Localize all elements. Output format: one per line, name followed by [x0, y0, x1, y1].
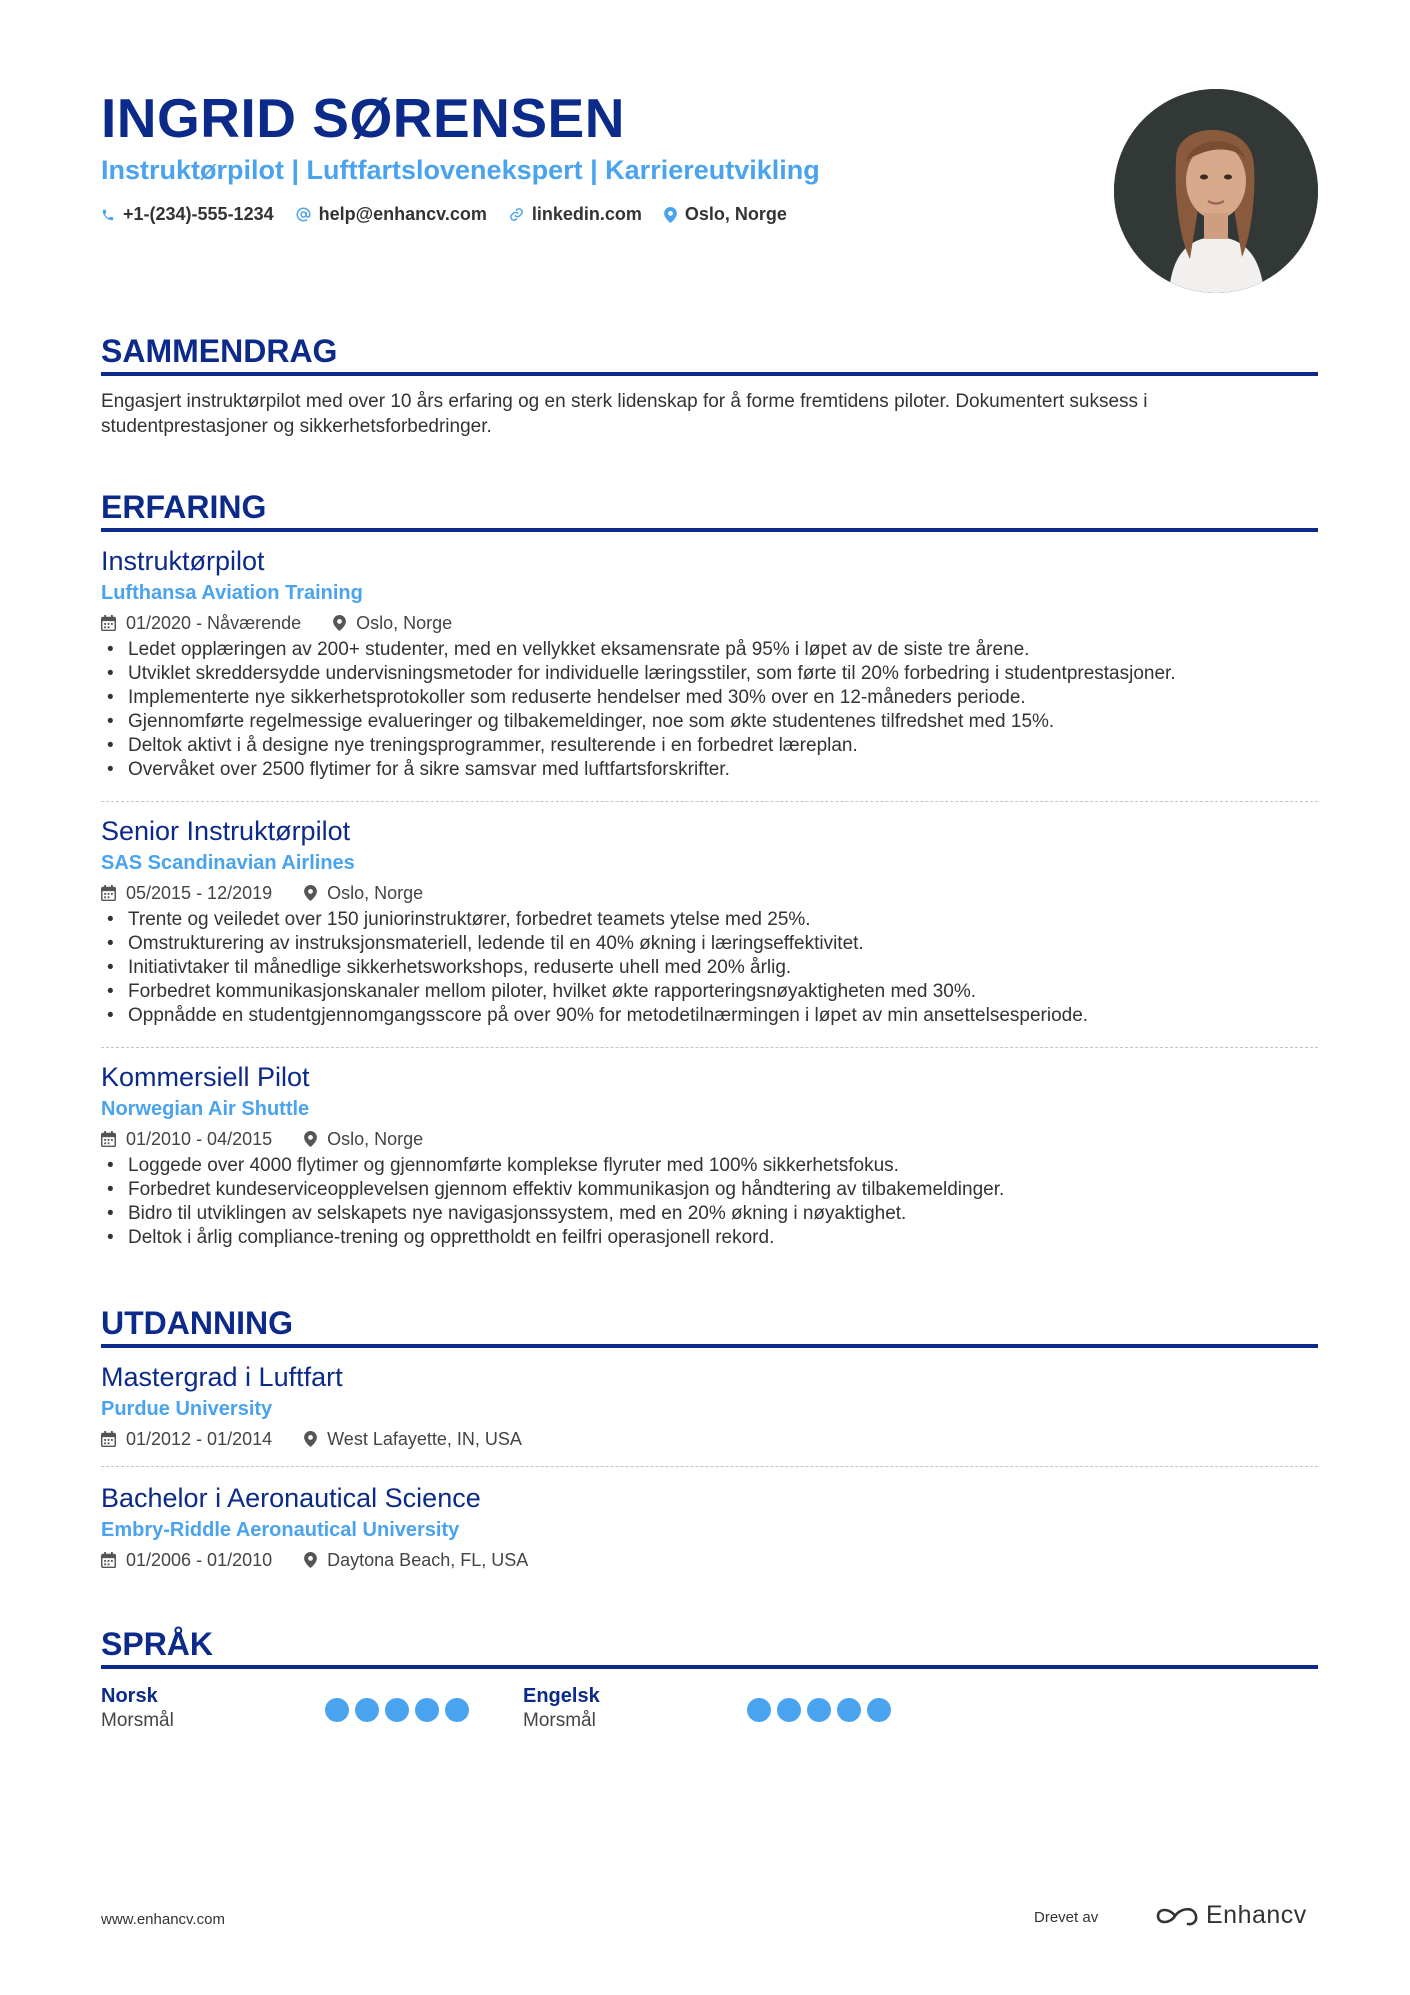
list-item: • Trente og veiledet over 150 juniorinstruktører, forbedret teamets ytelse med 25%. [101, 908, 1318, 932]
enhancv-wordmark: Enhancv [1206, 1901, 1307, 1929]
contact-linkedin[interactable] [509, 204, 642, 225]
experience-heading: ERFARING [101, 489, 267, 525]
education-dates [101, 1547, 272, 1573]
education-entry [101, 1360, 1318, 1452]
job-location [304, 1126, 423, 1152]
experience-rule [101, 528, 1318, 532]
rating-dot [415, 1698, 439, 1722]
company-name: Norwegian Air Shuttle [101, 1098, 310, 1120]
job-location [333, 610, 452, 636]
company-name: SAS Scandinavian Airlines [101, 852, 355, 874]
degree-title: Bachelor i Aeronautical Science [101, 1483, 481, 1513]
list-item: • Initiativtaker til månedlige sikkerhetsworkshops, reduserte uhell med 20% årlig. [101, 956, 1318, 980]
location-pin-icon [664, 207, 677, 223]
location-text: West Lafayette, IN, USA [327, 1429, 522, 1449]
rating-dot [385, 1698, 409, 1722]
experience-entry [101, 814, 1318, 1028]
job-dates [101, 880, 272, 906]
list-item: • Overvåket over 2500 flytimer for å sikre samsvar med luftfartsforskrifter. [101, 758, 1318, 782]
achievement-list [101, 908, 1318, 1028]
experience-entry [101, 544, 1318, 782]
list-item: • Utviklet skreddersydde undervisningsmetoder for individuelle læringsstiler, som førte til 20% forbedring i studentprestasjoner. [101, 662, 1318, 686]
contact-bar [101, 204, 809, 225]
location-pin-icon [333, 615, 346, 631]
education-dates [101, 1426, 272, 1452]
rating-dot [325, 1698, 349, 1722]
linkedin-text: linkedin.com [531, 204, 642, 224]
calendar-icon [101, 885, 116, 901]
entry-divider [101, 1047, 1318, 1048]
location-pin-icon [304, 1131, 317, 1147]
location-pin-icon [304, 885, 317, 901]
rating-dot [867, 1698, 891, 1722]
location-text: Oslo, Norge [327, 1129, 424, 1149]
candidate-headline: Instruktørpilot | Luftfartslovenekspert | Karriereutvikling [101, 155, 820, 185]
phone-text: +1-(234)-555-1234 [123, 204, 274, 224]
calendar-icon [101, 1431, 116, 1447]
list-item: • Deltok i årlig compliance-trening og opprettholdt en feilfri operasjonell rekord. [101, 1226, 1318, 1250]
list-item: • Loggede over 4000 flytimer og gjennomførte komplekse flyruter med 100% sikkerhetsfokus. [101, 1154, 1318, 1178]
summary-text: Engasjert instruktørpilot med over 10 års erfaring og en sterk lidenskap for å forme fremtidens piloter. Dokumentert suksess i studentprestasjoner og sikkerhetsforbedringer. [101, 391, 1148, 437]
achievement-list [101, 1154, 1318, 1250]
language-name: Norsk [101, 1685, 158, 1707]
link-icon [509, 207, 524, 222]
location-text: Oslo, Norge [356, 613, 453, 633]
rating-dot [807, 1698, 831, 1722]
contact-phone[interactable] [101, 204, 274, 225]
calendar-icon [101, 1131, 116, 1147]
list-item: • Ledet opplæringen av 200+ studenter, med en vellykket eksamensrate på 95% i løpet av de siste tre årene. [101, 638, 1318, 662]
profile-photo [1114, 89, 1318, 293]
list-item: • Gjennomførte regelmessige evalueringer og tilbakemeldinger, noe som økte studentenes tilfredshet med 15%. [101, 710, 1318, 734]
education-rule [101, 1344, 1318, 1348]
education-location [304, 1426, 522, 1452]
languages-rule [101, 1665, 1318, 1669]
job-meta [101, 610, 1318, 636]
school-name: Embry-Riddle Aeronautical University [101, 1519, 460, 1541]
dates-text: 01/2006 - 01/2010 [126, 1550, 273, 1570]
location-pin-icon [304, 1431, 317, 1447]
job-meta [101, 1126, 1318, 1152]
list-item: • Oppnådde en studentgjennomgangsscore på over 90% for metodetilnærmingen i løpet av min ansettelsesperiode. [101, 1004, 1318, 1028]
company-name: Lufthansa Aviation Training [101, 582, 363, 604]
job-title: Senior Instruktørpilot [101, 816, 351, 846]
education-heading: UTDANNING [101, 1305, 293, 1341]
language-level: Morsmål [101, 1710, 174, 1731]
education-location [304, 1547, 528, 1573]
dates-text: 01/2010 - 04/2015 [126, 1129, 273, 1149]
achievement-list [101, 638, 1318, 782]
location-pin-icon [304, 1552, 317, 1568]
contact-location [664, 204, 787, 225]
job-title: Instruktørpilot [101, 546, 265, 576]
entry-divider [101, 801, 1318, 802]
school-name: Purdue University [101, 1398, 273, 1420]
job-location [304, 880, 423, 906]
list-item: • Forbedret kundeserviceopplevelsen gjennom effektiv kommunikasjon og håndtering av tilbakemeldinger. [101, 1178, 1318, 1202]
job-meta [101, 880, 1318, 906]
list-item: • Omstrukturering av instruksjonsmateriell, ledende til en 40% økning i læringseffektivitet. [101, 932, 1318, 956]
at-sign-icon [296, 207, 311, 222]
email-text: help@enhancv.com [318, 204, 487, 224]
job-dates [101, 610, 301, 636]
location-text: Oslo, Norge [684, 204, 787, 224]
location-text: Oslo, Norge [327, 883, 424, 903]
candidate-name: INGRID SØRENSEN [101, 87, 625, 149]
resume-page [101, 0, 1318, 1995]
dates-text: 01/2012 - 01/2014 [126, 1429, 273, 1449]
list-item: • Deltok aktivt i å designe nye treningsprogrammer, resulterende i en forbedret læreplan. [101, 734, 1318, 758]
dates-text: 05/2015 - 12/2019 [126, 883, 273, 903]
list-item: • Implementerte nye sikkerhetsprotokoller som reduserte hendelser med 30% over en 12-måneders periode. [101, 686, 1318, 710]
contact-email[interactable] [296, 204, 487, 225]
language-rating [747, 1698, 897, 1722]
rating-dot [777, 1698, 801, 1722]
summary-rule [101, 372, 1318, 376]
language-name: Engelsk [523, 1685, 600, 1707]
footer-powered-by: Drevet av [1034, 1909, 1099, 1926]
entry-divider [101, 1466, 1318, 1467]
experience-entry [101, 1060, 1318, 1250]
language-rating [325, 1698, 475, 1722]
degree-title: Mastergrad i Luftfart [101, 1362, 343, 1392]
rating-dot [747, 1698, 771, 1722]
enhancv-logo-icon [1154, 1904, 1200, 1928]
education-entry [101, 1481, 1318, 1573]
job-dates [101, 1126, 272, 1152]
footer-website[interactable]: www.enhancv.com [101, 1911, 225, 1928]
rating-dot [445, 1698, 469, 1722]
calendar-icon [101, 1552, 116, 1568]
education-meta [101, 1426, 1318, 1452]
education-meta [101, 1547, 1318, 1573]
languages-heading: SPRÅK [101, 1626, 214, 1662]
list-item: • Forbedret kommunikasjonskanaler mellom piloter, hvilket økte rapporteringsnøyaktigheten med 30%. [101, 980, 1318, 1004]
dates-text: 01/2020 - Nåværende [126, 613, 302, 633]
language-level: Morsmål [523, 1710, 596, 1731]
list-item: • Bidro til utviklingen av selskapets nye navigasjonssystem, med en 20% økning i nøyaktighet. [101, 1202, 1318, 1226]
summary-heading: SAMMENDRAG [101, 333, 338, 369]
rating-dot [837, 1698, 861, 1722]
job-title: Kommersiell Pilot [101, 1062, 310, 1092]
rating-dot [355, 1698, 379, 1722]
enhancv-logo [1154, 1901, 1307, 1930]
location-text: Daytona Beach, FL, USA [327, 1550, 529, 1570]
phone-icon [101, 208, 115, 222]
calendar-icon [101, 615, 116, 631]
